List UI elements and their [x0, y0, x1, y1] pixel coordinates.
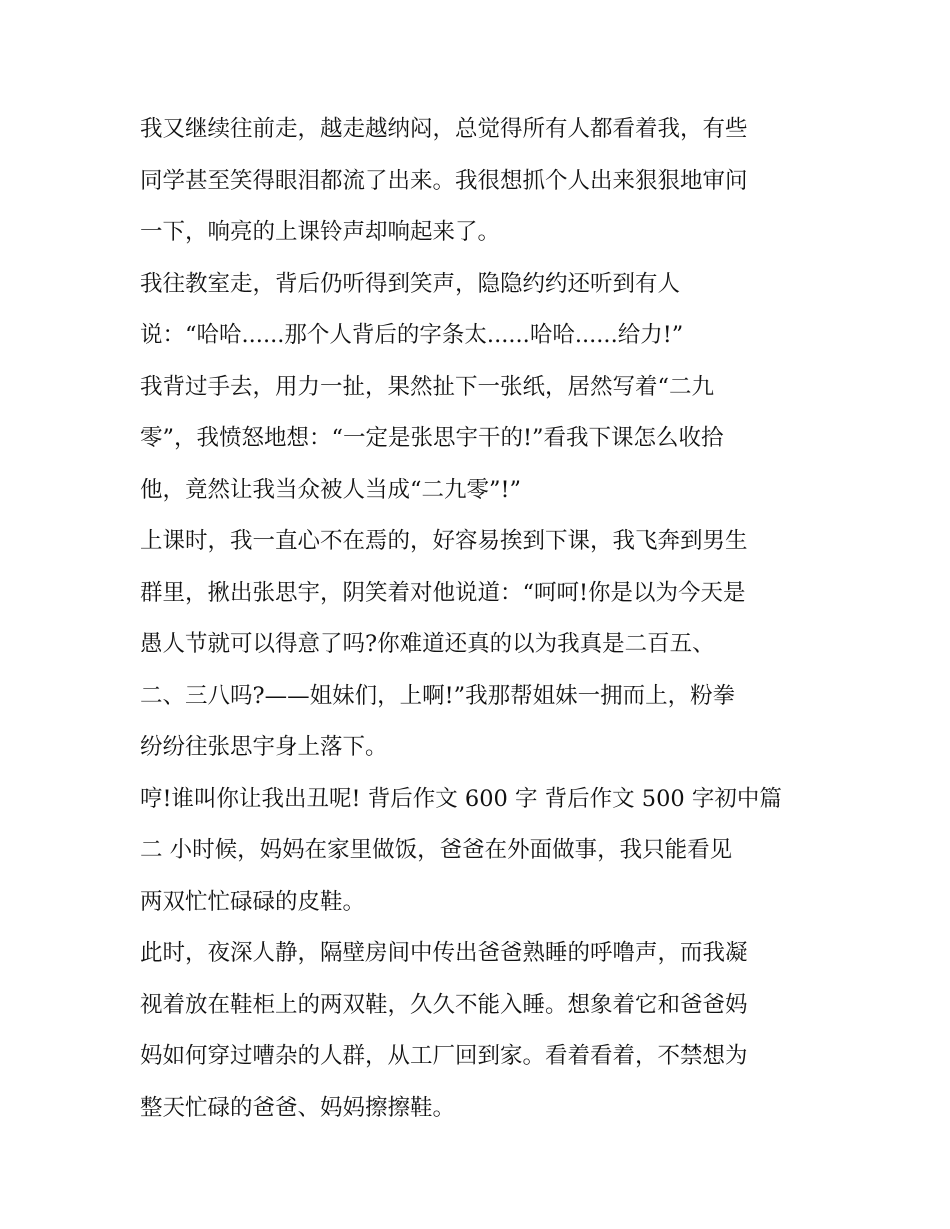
text-line: 两双忙忙碌碌的皮鞋。 — [140, 888, 366, 915]
text-line: 我往教室走，背后仍听得到笑声，隐隐约约还听到有人 — [140, 270, 681, 297]
text-line: 群里，揪出张思宇，阴笑着对他说道：“呵呵!你是以为今天是 — [140, 579, 746, 606]
text-line: 愚人节就可以得意了吗?你难道还真的以为我真是二百五、 — [140, 631, 715, 657]
text-line: 他，竟然让我当众被人当成“二九零”!” — [140, 476, 522, 503]
text-line: 我又继续往前走，越走越纳闷，总觉得所有人都看着我，有些 — [140, 116, 748, 142]
text-line: 我背过手去，用力一扯，果然扯下一张纸，居然写着“二九 — [140, 373, 715, 400]
text-line: 整天忙碌的爸爸、妈妈擦擦鞋。 — [140, 1094, 456, 1121]
text-line: 二 小时候，妈妈在家里做饭，爸爸在外面做事，我只能看见 — [140, 837, 733, 863]
text-line: 纷纷往张思宇身上落下。 — [140, 734, 388, 760]
text-line: 零”，我愤怒地想：“一定是张思宇干的!”看我下课怎么收拾 — [140, 425, 724, 451]
text-line: 同学甚至笑得眼泪都流了出来。我很想抓个人出来狠狠地审问 — [140, 167, 748, 194]
text-line: 视着放在鞋柜上的两双鞋，久久不能入睡。想象着它和爸爸妈 — [140, 991, 748, 1018]
text-line: 一下，响亮的上课铃声却响起来了。 — [140, 219, 501, 245]
text-line: 哼!谁叫你让我出丑呢! 背后作文 600 字 背后作文 500 字初中篇 — [140, 785, 782, 812]
text-line: 妈如何穿过嘈杂的人群，从工厂回到家。看着看着，不禁想为 — [140, 1043, 748, 1069]
text-line: 二、三八吗?——姐妹们，上啊!”我那帮姐妹一拥而上，粉拳 — [140, 682, 736, 709]
text-line: 此时，夜深人静，隔壁房间中传出爸爸熟睡的呼噜声，而我凝 — [140, 940, 748, 966]
document-body — [140, 104, 830, 1134]
text-line: 说：“哈哈......那个人背后的字条太......哈哈......给力!” — [140, 322, 684, 348]
text-line: 上课时，我一直心不在焉的，好容易挨到下课，我飞奔到男生 — [140, 528, 748, 554]
